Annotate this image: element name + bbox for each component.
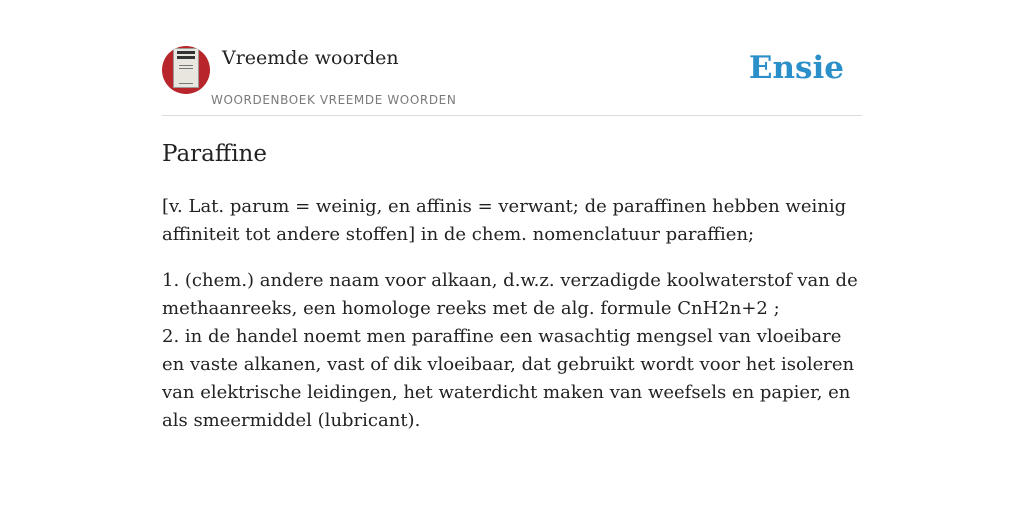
- brand-logo[interactable]: Ensie: [748, 50, 844, 86]
- definition-item: 1. (chem.) andere naam voor alkaan, d.w.z. verzadigde koolwaterstof van de methaanreeks, een homologe reeks met de alg. formule CnH2n+2 ;: [162, 270, 858, 319]
- book-cover-icon[interactable]: [162, 46, 210, 94]
- site-subtitle: WOORDENBOEK VREEMDE WOORDEN: [211, 93, 457, 107]
- entry-etymology: [v. Lat. parum = weinig, en affinis = verwant; de paraffinen hebben weinig affiniteit tot andere stoffen] in de chem. nomenclatuur paraffien;: [162, 196, 847, 245]
- entry-headword: Paraffine: [162, 141, 267, 167]
- site-header: [162, 46, 862, 116]
- entry-content: [162, 138, 862, 435]
- book-cover-image: [173, 48, 199, 88]
- site-title[interactable]: Vreemde woorden: [222, 47, 399, 69]
- definition-item: 2. in de handel noemt men paraffine een wasachtig mengsel van vloeibare en vaste alkanen, vast of dik vloeibaar, dat gebruikt wordt voor het isoleren van elektrische leidingen, het waterdicht maken van weefsels en papier, en als smeermiddel (lubricant).: [162, 326, 855, 431]
- entry-definitions: [162, 267, 862, 435]
